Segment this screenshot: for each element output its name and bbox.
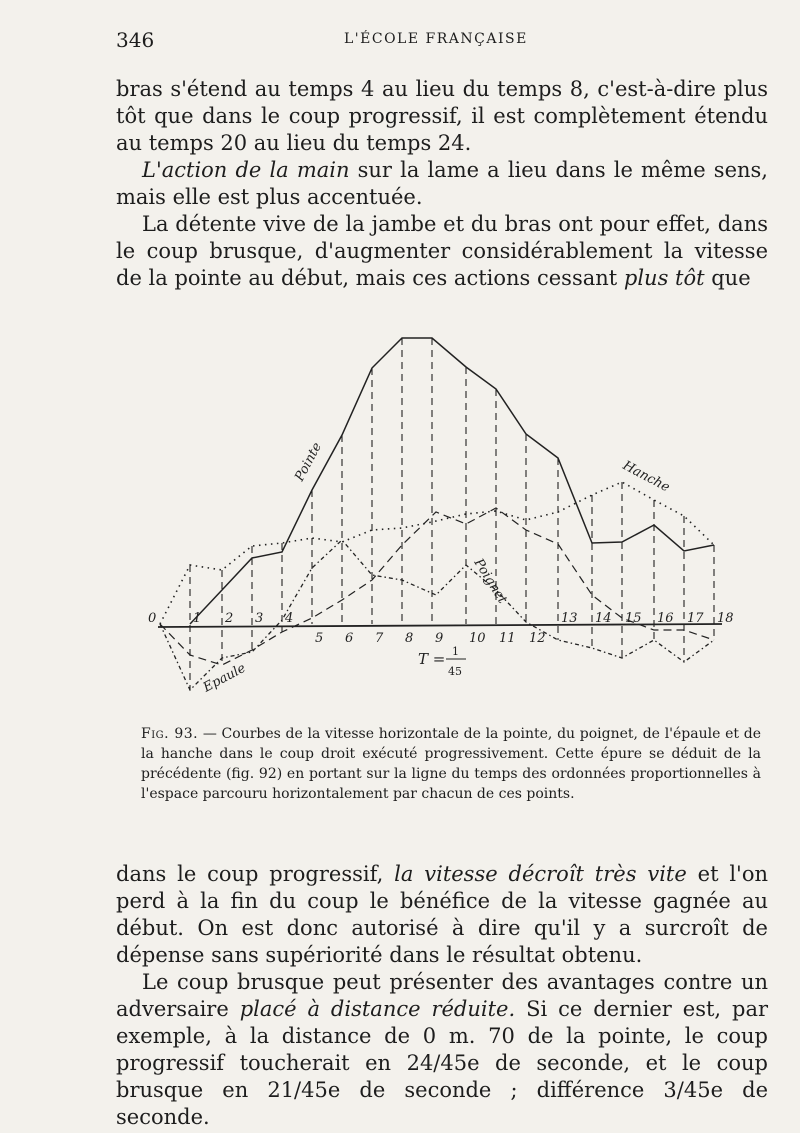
paragraph-5-start: Le coup brusque peut présenter des avantages contre un adversaire — [116, 970, 768, 1021]
paragraph-2-rest: sur la lame a lieu dans le même sens, mais elle est plus accentuée. — [116, 158, 768, 209]
paragraph-3-end: que — [704, 266, 751, 290]
paragraph-4-italic: la vitesse décroît très vite — [394, 862, 687, 886]
top-text-block — [116, 76, 768, 292]
label-epaule: Epaule — [200, 660, 249, 696]
time-tick-label: 0 — [148, 611, 157, 626]
label-pointe: Pointe — [292, 440, 326, 484]
time-grid-lines — [190, 338, 714, 690]
page-header — [116, 28, 760, 52]
time-tick-label: 10 — [469, 631, 486, 646]
caption-figure-number: Fig. 93. — [141, 726, 199, 742]
running-title: L'ÉCOLE FRANÇAISE — [344, 31, 528, 47]
time-tick-label: 13 — [561, 611, 578, 626]
paragraph-5 — [116, 969, 768, 1131]
velocity-diagram — [0, 320, 800, 710]
time-label-numerator: 1 — [452, 645, 459, 658]
time-tick-label: 4 — [285, 611, 294, 626]
time-tick-label: 14 — [595, 611, 612, 626]
paragraph-2-italic: L'action de la main — [142, 158, 350, 182]
time-tick-label: 7 — [375, 631, 384, 646]
time-tick-label: 12 — [529, 631, 546, 646]
time-label-denominator: 45 — [448, 665, 462, 678]
time-tick-label: 5 — [315, 631, 324, 646]
paragraph-4-end: et l'on perd à la fin du coup le bénéfice de la vitesse gagnée au début. On est donc autorisé à dire qu'il y a surcroît de dépense sans supériorité dans le résultat obtenu. — [116, 862, 769, 967]
time-tick-label: 3 — [255, 611, 264, 626]
paragraph-2 — [116, 157, 768, 211]
time-tick-label: 16 — [657, 611, 674, 626]
label-hanche: Hanche — [620, 458, 673, 496]
paragraph-4 — [116, 861, 768, 969]
paragraph-5-end: Si ce dernier est, par exemple, à la distance de 0 m. 70 de la pointe, le coup progressif toucherait en 24/45e de seconde, et le coup brusque en 21/45e de seconde ; différence 3/45e de seconde. — [116, 997, 769, 1129]
bottom-text-block — [116, 861, 768, 1131]
time-tick-label: 15 — [625, 611, 642, 626]
paragraph-3-start: La détente vive de la jambe et du bras ont pour effet, dans le coup brusque, d'augmenter considérablement la vitesse de la pointe au début, mais ces actions cessant — [116, 212, 768, 290]
paragraph-3-italic: plus tôt — [623, 266, 705, 290]
page-number: 346 — [116, 28, 155, 52]
caption-text: — Courbes de la vitesse horizontale de la pointe, du poignet, de l'épaule et de la hanche dans le coup droit exécuté progressivement. Cette épure se déduit de la précédente (fig. 92) en portant sur la ligne du temps des ordonnées proportionnelles à l'espace parcouru horizontalement par chacun de ces points. — [141, 726, 761, 802]
paragraph-1: bras s'étend au temps 4 au lieu du temps 8, c'est-à-dire plus tôt que dans le coup progressif, il est complètement étendu au temps 20 au lieu du temps 24. — [116, 77, 768, 155]
time-tick-label: 17 — [687, 611, 704, 626]
hanche-curve — [160, 482, 714, 624]
time-tick-label: 8 — [405, 631, 414, 646]
pointe-curve — [190, 338, 714, 624]
paragraph-3 — [116, 211, 768, 292]
paragraph-4-start: dans le coup progressif, — [116, 862, 395, 886]
time-tick-labels — [148, 611, 734, 646]
time-tick-label: 11 — [499, 631, 516, 646]
time-tick-label: 6 — [345, 631, 354, 646]
time-label: T = — [418, 650, 446, 668]
time-tick-label: 18 — [717, 611, 734, 626]
time-tick-label: 2 — [225, 611, 234, 626]
time-tick-label: 1 — [193, 611, 202, 626]
figure-caption — [141, 724, 761, 804]
time-tick-label: 9 — [435, 631, 444, 646]
paragraph-5-italic: placé à distance réduite. — [239, 997, 516, 1021]
label-poignet: Poignet — [470, 556, 510, 607]
